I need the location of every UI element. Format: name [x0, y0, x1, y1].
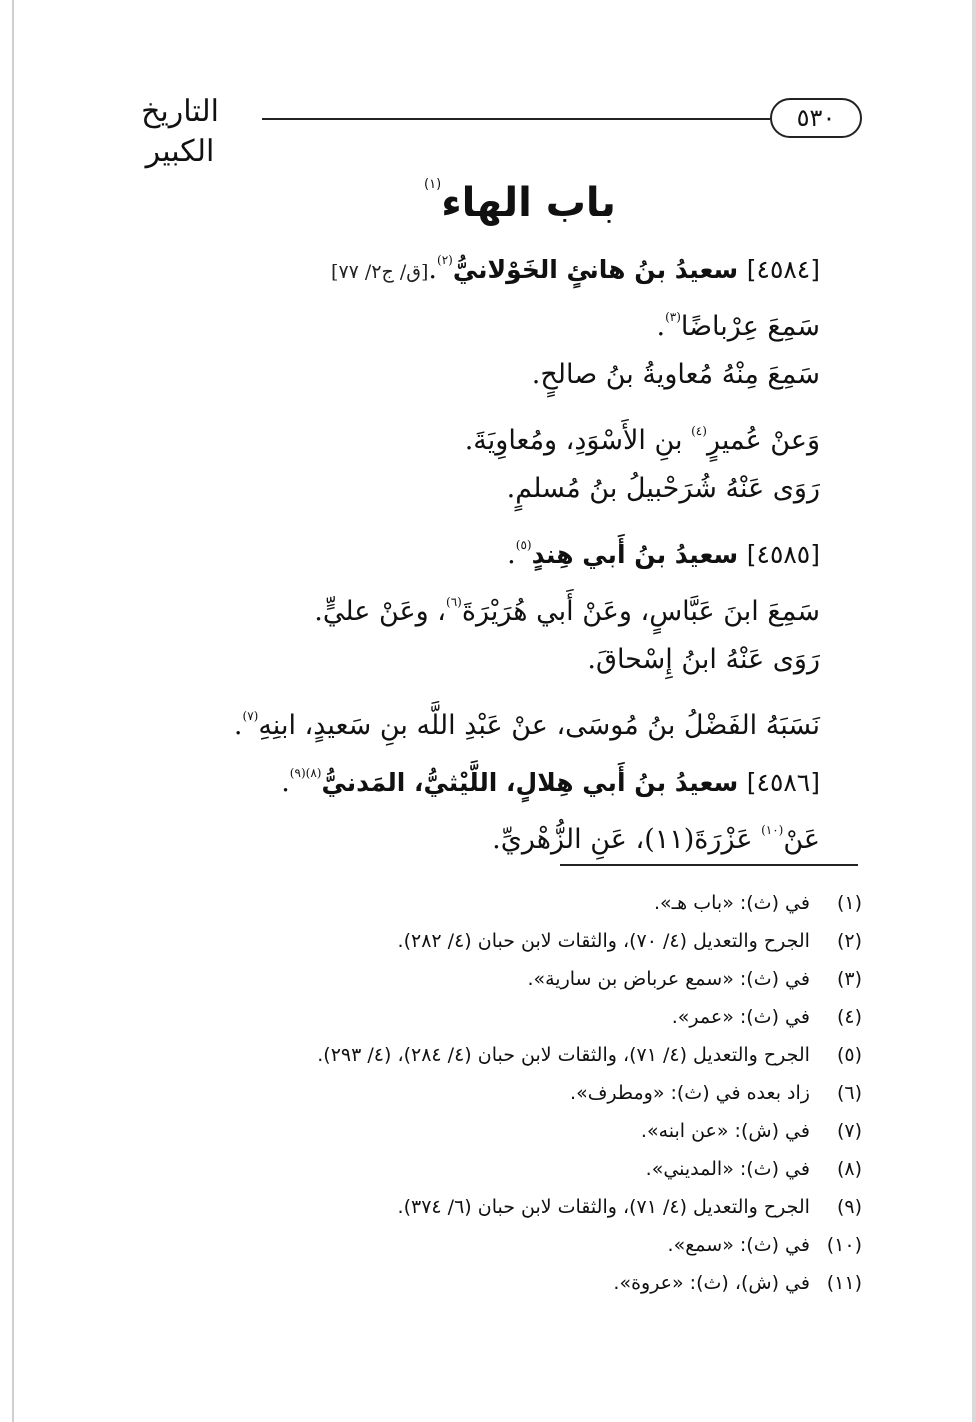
entry-number: [٤٥٨٥]	[746, 540, 820, 569]
line-text: رَوَى عَنْهُ شُرَحْبيلُ بنُ مُسلمٍ.	[506, 473, 820, 504]
footnote-marker: (٧)	[836, 1120, 862, 1142]
chapter-title-text: باب الهاء	[441, 180, 616, 226]
footnote-ref: (٣)	[665, 310, 681, 324]
footnote	[200, 1226, 862, 1264]
entry-line	[200, 232, 820, 289]
line-text: عَنْ	[783, 824, 820, 855]
line-text: سَمِعَ ابنَ عَبَّاسٍ، وعَنْ أَبي هُرَيْرَةَ	[461, 596, 820, 627]
footnote	[200, 922, 862, 960]
footnote-marker: (١٠)	[826, 1234, 862, 1256]
line-text: وَعنْ عُميرٍ	[706, 425, 820, 456]
footnotes	[200, 884, 862, 1302]
footnote	[200, 1112, 862, 1150]
line-tail: .	[656, 311, 666, 342]
entry-number: [٤٥٨٤]	[746, 255, 820, 284]
entry-number: [٤٥٨٦]	[746, 768, 820, 797]
footnote	[200, 1264, 862, 1302]
line-text: سَمِعَ مِنْهُ مُعاويةُ بنُ صالحٍ.	[531, 359, 820, 390]
footnote-text: في (ث): «عمر».	[671, 1006, 810, 1028]
text-line	[200, 631, 820, 688]
text-line	[200, 403, 820, 460]
footnote-text: في (ش): «عن ابنه».	[640, 1120, 810, 1142]
footnote-ref: (٢)	[437, 253, 453, 267]
line-tail: بنِ الأَسْوَدِ، ومُعاوِيَةَ.	[464, 425, 692, 456]
footnote-text: في (ث): «سمع عرباض بن سارية».	[527, 968, 810, 990]
text-line	[200, 688, 820, 745]
manuscript-ref: [ق/ ج٢/ ٧٧]	[331, 261, 429, 283]
footnote	[200, 1188, 862, 1226]
text-line	[200, 574, 820, 631]
footnote-text: في (ث): «باب هـ».	[653, 892, 810, 914]
footnote-text: في (ث): «المديني».	[645, 1158, 810, 1180]
text-line	[200, 802, 820, 859]
scan-edge-right	[972, 0, 976, 1422]
footnote-ref: (١٠)	[761, 823, 784, 837]
footnote-marker: (٨)	[836, 1158, 862, 1180]
footnote-marker: (١)	[836, 892, 862, 914]
footnote	[200, 960, 862, 998]
footnote-marker: (٩)	[836, 1196, 862, 1218]
footnote-marker: (٦)	[836, 1082, 862, 1104]
entry-line	[200, 745, 820, 802]
entry-punct: .	[507, 539, 516, 570]
footnote-text: في (ش)، (ث): «عروة».	[613, 1272, 810, 1294]
line-tail: عَزْرَةَ(١١)، عَنِ الزُّهْريِّ.	[492, 824, 762, 855]
entry-name: سعيدُ بنُ هانئٍ الخَوْلانيُّ	[452, 255, 739, 284]
entry-punct: .	[428, 254, 438, 285]
line-text: سَمِعَ عِرْباضًا	[680, 311, 820, 342]
chapter-note-ref: (١)	[424, 177, 442, 192]
footnote	[200, 998, 862, 1036]
line-tail: .	[233, 710, 243, 741]
footnote-marker: (٥)	[836, 1044, 862, 1066]
footnote-marker: (٢)	[836, 930, 862, 952]
running-title: التاريخ الكبير	[141, 94, 219, 169]
footnote-text: في (ث): «سمع».	[667, 1234, 810, 1256]
text-line	[200, 346, 820, 403]
scan-edge-left	[12, 0, 14, 1422]
entry-name: سعيدُ بنُ أَبي هِلالٍ، اللَّيْثيُّ، المَدنيُّ	[321, 768, 739, 797]
body-text	[200, 232, 820, 859]
footnote-marker: (٣)	[836, 968, 862, 990]
header-rule	[262, 118, 770, 120]
footnote-rule	[560, 864, 858, 866]
footnote-ref: (٧)	[242, 709, 259, 723]
footnote	[200, 884, 862, 922]
footnote-ref: (٥)	[515, 538, 532, 552]
footnote	[200, 1036, 862, 1074]
line-text: رَوَى عَنْهُ ابنُ إِسْحاقَ.	[587, 644, 820, 675]
footnote-text: زاد بعده في (ث): «ومطرف».	[570, 1082, 810, 1104]
footnote-ref: (٨)(٩)	[289, 766, 322, 780]
footnote-text: الجرح والتعديل (٤/ ٧١)، والثقات لابن حبان (٦/ ٣٧٤).	[397, 1196, 810, 1218]
line-text: نَسَبَهُ الفَضْلُ بنُ مُوسَى، عنْ عَبْدِ اللَّه بنِ سَعيدٍ، ابنِهِ	[258, 710, 820, 741]
footnote	[200, 1150, 862, 1188]
footnote-marker: (٤)	[836, 1006, 862, 1028]
footnote-ref: (٤)	[691, 424, 707, 438]
text-line	[200, 289, 820, 346]
entry-punct: .	[281, 767, 290, 798]
footnote	[200, 1074, 862, 1112]
page-number: ٥٣٠	[770, 98, 862, 138]
text-line	[200, 460, 820, 517]
footnote-ref: (٦)	[446, 595, 462, 609]
footnote-text: الجرح والتعديل (٤/ ٧٠)، والثقات لابن حبان (٤/ ٢٨٢).	[397, 930, 810, 952]
footnote-text: الجرح والتعديل (٤/ ٧١)، والثقات لابن حبان (٤/ ٢٨٤)، (٤/ ٢٩٣).	[317, 1044, 810, 1066]
chapter-title	[380, 150, 660, 238]
footnote-marker: (١١)	[826, 1272, 862, 1294]
entry-name: سعيدُ بنُ أَبي هِندٍ	[531, 540, 739, 569]
line-tail: ، وعَنْ عليٍّ.	[314, 596, 446, 627]
entry-line	[200, 517, 820, 574]
